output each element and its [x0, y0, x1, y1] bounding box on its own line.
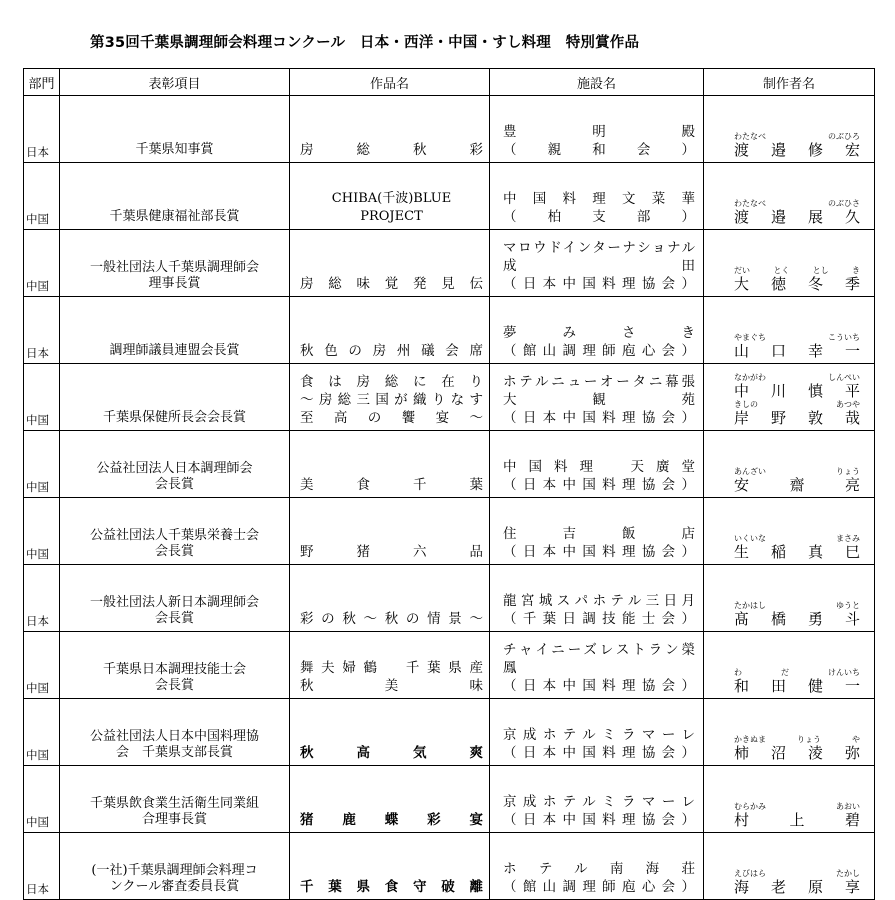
facility-line: ホテル南海荘: [503, 861, 695, 877]
dept-cell: 日本: [24, 96, 60, 163]
furigana-part: かきぬま: [734, 735, 766, 744]
maker-name: 柿沼淩弥: [734, 744, 860, 762]
work-line: 至高の饗宴～: [300, 410, 483, 426]
furigana-part: き: [851, 266, 860, 275]
work-cell: [290, 565, 490, 632]
award-line: 会長賞: [154, 544, 194, 559]
header-maker: 制作者名: [704, 69, 875, 96]
furigana-part: りょう: [836, 467, 860, 476]
maker-furigana: [734, 333, 860, 342]
facility-line: （日本中国料理協会）: [503, 477, 695, 493]
award-line: ンクール審査委員長賞: [109, 879, 240, 894]
furigana-part: けんいち: [828, 668, 860, 677]
maker-entry: [734, 266, 860, 293]
maker-cell: [704, 565, 875, 632]
facility-line: （日本中国料理協会）: [503, 678, 695, 694]
work-line: 食は房総に在り: [300, 374, 483, 390]
table-row: [24, 632, 875, 699]
table-row: [24, 364, 875, 431]
maker-furigana: [734, 467, 860, 476]
furigana-part: むらかみ: [734, 802, 766, 811]
award-cell: [60, 632, 290, 699]
award-line: 会長賞: [154, 678, 194, 693]
maker-furigana: [734, 802, 860, 811]
dept-cell: 中国: [24, 766, 60, 833]
facility-line: （館山調理師庖心会）: [503, 879, 695, 895]
work-line: 秋 美 味: [300, 678, 483, 694]
award-line: 千葉県保健所長会会長賞: [102, 410, 246, 425]
facility-line: 中国料理 天廣堂: [503, 459, 695, 475]
award-line: 公益社団法人日本調理師会: [96, 461, 253, 476]
award-line: 一般社団法人新日本調理師会: [89, 595, 259, 610]
dept-cell: 日本: [24, 833, 60, 900]
facility-cell: [490, 230, 704, 297]
maker-name: 岸野敦哉: [734, 409, 860, 427]
maker-furigana: [734, 735, 860, 744]
maker-name: 山口幸一: [734, 342, 860, 360]
facility-cell: [490, 498, 704, 565]
furigana-part: ゆうと: [836, 601, 860, 610]
table-row: [24, 230, 875, 297]
maker-furigana: [734, 199, 860, 208]
facility-line: 龍宮城スパホテル三日月: [503, 593, 695, 609]
maker-cell: [704, 163, 875, 230]
furigana-part: りょう: [797, 735, 821, 744]
work-cell: [290, 766, 490, 833]
award-line: 千葉県健康福祉部長賞: [109, 209, 240, 224]
header-facility: 施設名: [490, 69, 704, 96]
facility-line: （館山調理師庖心会）: [503, 343, 695, 359]
maker-cell: [704, 230, 875, 297]
maker-entry: [734, 534, 860, 561]
work-line: 房総秋彩: [300, 142, 483, 158]
maker-entry: [734, 869, 860, 896]
work-cell: [290, 699, 490, 766]
award-line: 一般社団法人千葉県調理師会: [89, 260, 259, 275]
maker-entry: [734, 467, 860, 494]
dept-cell: 日本: [24, 565, 60, 632]
table-row: [24, 163, 875, 230]
maker-furigana: [734, 668, 860, 677]
work-line: CHIBA(千波)BLUE: [331, 191, 452, 206]
work-cell: [290, 297, 490, 364]
furigana-part: いくいな: [734, 534, 766, 543]
award-cell: [60, 833, 290, 900]
work-cell: [290, 431, 490, 498]
facility-cell: [490, 766, 704, 833]
work-line: 秋色の房州礒会席: [300, 343, 483, 359]
maker-furigana: [734, 400, 860, 409]
work-line: 千葉県食守破離: [300, 879, 483, 895]
award-line: 会長賞: [154, 477, 194, 492]
dept-cell: 中国: [24, 230, 60, 297]
maker-name: 大徳冬季: [734, 275, 860, 293]
award-line: 理事長賞: [148, 276, 201, 291]
facility-line: （親和会）: [503, 142, 695, 158]
award-line: 公益社団法人千葉県栄養士会: [89, 528, 259, 543]
award-line: 会 千葉県支部長賞: [115, 745, 233, 760]
facility-line: ホテルニューオータニ幕張: [503, 374, 695, 390]
award-cell: [60, 565, 290, 632]
award-cell: [60, 766, 290, 833]
maker-cell: [704, 364, 875, 431]
maker-furigana: [734, 373, 860, 382]
facility-line: 京成ホテルミラマーレ: [503, 794, 695, 810]
award-line: 千葉県知事賞: [135, 142, 214, 157]
work-line: ～房総三国が織りなす: [300, 392, 483, 408]
award-line: 千葉県飲食業生活衛生同業組: [89, 796, 259, 811]
maker-name: 安齋亮: [734, 476, 860, 494]
facility-line: 鳳: [503, 660, 517, 676]
document-title: 第35回千葉県調理師会料理コンクール 日本・西洋・中国・すし料理 特別賞作品: [90, 35, 640, 51]
facility-cell: [490, 431, 704, 498]
maker-furigana: [734, 132, 860, 141]
furigana-part: やまぐち: [734, 333, 766, 342]
maker-entry: [734, 400, 860, 427]
maker-cell: [704, 431, 875, 498]
award-cell: [60, 297, 290, 364]
award-line: 千葉県日本調理技能士会: [102, 662, 246, 677]
facility-line: 成 田: [503, 258, 695, 274]
maker-name: 生稲真巳: [734, 543, 860, 561]
work-line: 秋高気爽: [300, 745, 483, 761]
award-cell: [60, 431, 290, 498]
furigana-part: わ: [734, 668, 742, 677]
facility-cell: [490, 632, 704, 699]
award-cell: [60, 699, 290, 766]
table-row: [24, 431, 875, 498]
award-cell: [60, 364, 290, 431]
maker-furigana: [734, 534, 860, 543]
furigana-part: あおい: [836, 802, 860, 811]
furigana-part: とし: [812, 266, 829, 275]
facility-line: （日本中国料理協会）: [503, 544, 695, 560]
facility-line: （日本中国料理協会）: [503, 812, 695, 828]
maker-name: 中川慎平: [734, 382, 860, 400]
dept-cell: 中国: [24, 163, 60, 230]
furigana-part: こういち: [828, 333, 860, 342]
header-work: 作品名: [290, 69, 490, 96]
table-row: [24, 833, 875, 900]
work-line: 美食千葉: [300, 477, 483, 493]
facility-line: （千葉日調技能士会）: [503, 611, 695, 627]
work-line: 房総味覚発見伝: [300, 276, 483, 292]
maker-entry: [734, 668, 860, 695]
dept-cell: 中国: [24, 364, 60, 431]
award-cell: [60, 230, 290, 297]
maker-cell: [704, 297, 875, 364]
facility-line: 住吉飯店: [503, 526, 695, 542]
work-line: PROJECT: [360, 209, 423, 224]
facility-cell: [490, 163, 704, 230]
maker-entry: [734, 132, 860, 159]
maker-entry: [734, 333, 860, 360]
maker-entry: [734, 373, 860, 400]
facility-line: 中国料理文菜華: [503, 191, 695, 207]
furigana-part: や: [852, 735, 860, 744]
furigana-part: わたなべ: [734, 199, 766, 208]
maker-cell: [704, 96, 875, 163]
maker-furigana: [734, 601, 860, 610]
maker-cell: [704, 632, 875, 699]
award-line: 公益社団法人日本中国料理協: [89, 729, 259, 744]
facility-line: （日本中国料理協会）: [503, 276, 695, 292]
furigana-part: たかはし: [734, 601, 766, 610]
furigana-part: わたなべ: [734, 132, 766, 141]
facility-line: マロウドインターナショナル: [503, 240, 695, 256]
furigana-part: のぶひさ: [828, 199, 860, 208]
facility-cell: [490, 699, 704, 766]
furigana-part: だ: [781, 668, 789, 677]
dept-cell: 中国: [24, 699, 60, 766]
facility-line: 夢みさき: [503, 325, 695, 341]
maker-cell: [704, 699, 875, 766]
facility-line: 豊 明 殿: [503, 124, 695, 140]
furigana-part: のぶひろ: [828, 132, 860, 141]
work-line: 彩の秋～秋の情景～: [300, 611, 483, 627]
furigana-part: まさみ: [836, 534, 860, 543]
maker-cell: [704, 766, 875, 833]
maker-name: 渡邉修宏: [734, 141, 860, 159]
furigana-part: えびはら: [734, 869, 766, 878]
maker-cell: [704, 833, 875, 900]
work-cell: [290, 364, 490, 431]
facility-line: 京成ホテルミラマーレ: [503, 727, 695, 743]
furigana-part: たかし: [836, 869, 860, 878]
maker-name: 和田健一: [734, 677, 860, 695]
table-row: [24, 297, 875, 364]
table-row: [24, 766, 875, 833]
furigana-part: しんぺい: [828, 373, 860, 382]
maker-name: 髙橋勇斗: [734, 610, 860, 628]
maker-entry: [734, 802, 860, 829]
award-line: (一社)千葉県調理師会料理コ: [91, 863, 258, 878]
dept-cell: 日本: [24, 297, 60, 364]
dept-cell: 中国: [24, 632, 60, 699]
maker-cell: [704, 498, 875, 565]
facility-line: 大 観 苑: [503, 392, 695, 408]
facility-cell: [490, 565, 704, 632]
facility-cell: [490, 297, 704, 364]
maker-furigana: [734, 869, 860, 878]
furigana-part: あんざい: [734, 467, 766, 476]
award-line: 会長賞: [154, 611, 194, 626]
table-row: [24, 699, 875, 766]
furigana-part: なかがわ: [734, 373, 766, 382]
work-cell: [290, 96, 490, 163]
work-cell: [290, 230, 490, 297]
award-line: 合理事長賞: [141, 812, 207, 827]
table-row: [24, 498, 875, 565]
facility-line: （柏支部）: [503, 209, 695, 225]
facility-line: （日本中国料理協会）: [503, 745, 695, 761]
furigana-part: だい: [734, 266, 750, 275]
award-cell: [60, 498, 290, 565]
header-award: 表彰項目: [60, 69, 290, 96]
award-line: 調理師議員連盟会長賞: [109, 343, 240, 358]
maker-name: 村上碧: [734, 811, 860, 829]
work-cell: [290, 833, 490, 900]
maker-name: 渡邉展久: [734, 208, 860, 226]
work-line: 野猪六品: [300, 544, 483, 560]
furigana-part: きしの: [734, 400, 758, 409]
facility-line: （日本中国料理協会）: [503, 410, 695, 426]
dept-cell: 中国: [24, 431, 60, 498]
awards-table: [23, 68, 875, 900]
table-row: [24, 565, 875, 632]
facility-line: チャイニーズレストラン榮: [503, 642, 695, 658]
table-row: [24, 96, 875, 163]
facility-cell: [490, 833, 704, 900]
award-cell: [60, 163, 290, 230]
maker-entry: [734, 735, 860, 762]
maker-furigana: [734, 266, 860, 275]
furigana-part: あつや: [836, 400, 860, 409]
work-line: 舞夫婦鶴 千葉県産: [300, 660, 483, 676]
header-dept: 部門: [24, 69, 60, 96]
maker-entry: [734, 199, 860, 226]
maker-name: 海老原享: [734, 878, 860, 896]
work-line: 猪鹿蝶彩宴: [300, 812, 483, 828]
maker-entry: [734, 601, 860, 628]
work-cell: [290, 632, 490, 699]
work-cell: [290, 163, 490, 230]
table-header-row: [24, 69, 875, 96]
facility-cell: [490, 96, 704, 163]
work-cell: [290, 498, 490, 565]
dept-cell: 中国: [24, 498, 60, 565]
award-cell: [60, 96, 290, 163]
facility-cell: [490, 364, 704, 431]
furigana-part: とく: [773, 266, 790, 275]
